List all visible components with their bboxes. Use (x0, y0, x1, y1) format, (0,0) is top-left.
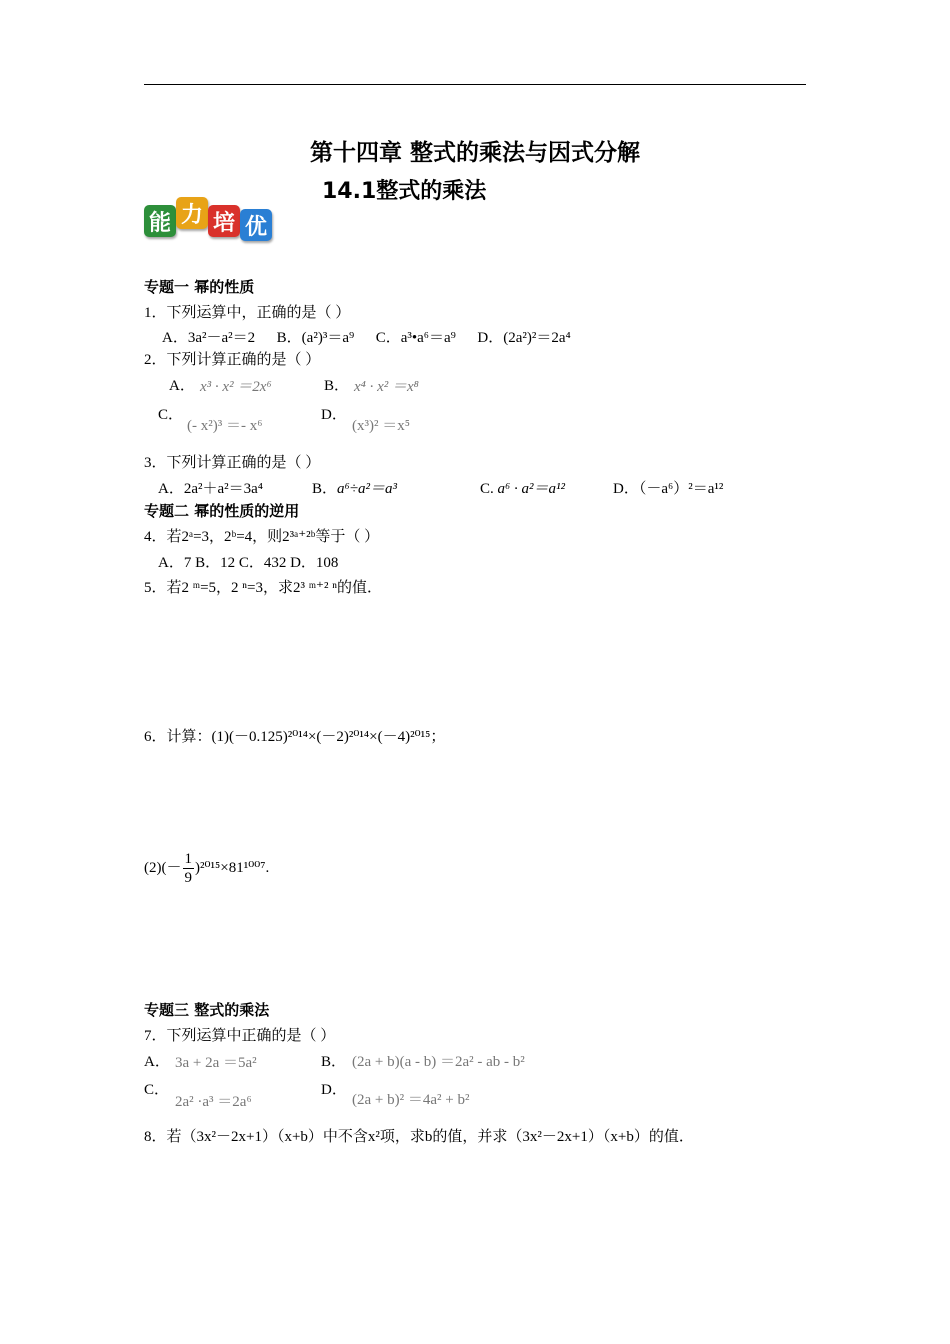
q1-b-expr: (a²)³＝a⁹ (301, 330, 355, 346)
q3-d (613, 477, 723, 498)
logo-tile-3: 培 (208, 205, 240, 237)
logo-tile-1: 能 (144, 205, 176, 237)
q1-c-expr: a³•a⁶＝a⁹ (400, 330, 456, 346)
q8-stem: 8．若（3x²－2x+1）（x+b）中不含x²项，求b的值，并求（3x²－2x+1）（x+b）的值． (144, 1129, 694, 1145)
q3-c-expr: a⁶ · a²＝a¹² (497, 481, 565, 497)
q2-a-expr: x³ · x² ＝2x⁶ (200, 379, 272, 395)
q3-c-label: C. (480, 481, 494, 497)
q7-b-label: B． (321, 1054, 347, 1070)
q3-a-expr: 2a²＋a²＝3a⁴ (183, 481, 264, 497)
q3-a (158, 477, 263, 498)
q6-part2 (144, 850, 269, 887)
q2-a-label: A． (169, 378, 195, 394)
header-rule (144, 84, 806, 85)
topic-1-heading: 专题一 幂的性质 (144, 278, 255, 296)
q1-a-expr: 3a²－a²＝2 (187, 330, 256, 346)
q1-c-label: C． (375, 330, 401, 346)
q7-d-expr: (2a + b)² ＝4a² + b² (352, 1092, 470, 1108)
q3-b (312, 477, 397, 498)
q2-c-expr: (- x²)³ ＝- x⁶ (187, 418, 263, 434)
q3-d-label: D． (613, 481, 639, 497)
q1-stem: 1．下列运算中，正确的是（ ） (144, 305, 351, 321)
q7-b-expr: (2a + b)(a - b) ＝2a² - ab - b² (352, 1054, 525, 1070)
q3-a-label: A． (158, 481, 184, 497)
q2-stem: 2．下列计算正确的是（ ） (144, 352, 321, 368)
q1-options (162, 326, 571, 347)
q3-c (480, 477, 565, 498)
q1-d-expr: (2a²)²＝2a⁴ (503, 330, 571, 346)
q2-d-label: D． (321, 407, 347, 423)
topic-2-heading: 专题二 幂的性质的逆用 (144, 502, 300, 520)
q7-c-expr: 2a² ·a³ ＝2a⁶ (175, 1094, 252, 1110)
q7-c-label: C． (144, 1082, 170, 1098)
q1-d-label: D． (477, 330, 504, 346)
q6-part2-prefix: (2)(－ (144, 859, 182, 876)
q6-fraction-numerator: 1 (184, 851, 192, 867)
q3-d-expr: （－a⁶）²＝a¹² (638, 481, 724, 497)
q7-stem: 7．下列运算中正确的是（ ） (144, 1028, 336, 1044)
q7-a-label: A． (144, 1054, 170, 1070)
q3-b-label: B． (312, 481, 338, 497)
q3-stem: 3．下列计算正确的是（ ） (144, 455, 321, 471)
chapter-title: 第十四章 整式的乘法与因式分解 (309, 140, 640, 166)
topic-3-heading: 专题三 整式的乘法 (144, 1001, 270, 1019)
q4-options: A．7 B．12 C．432 D．108 (158, 555, 339, 571)
q3-b-expr: a⁶÷a²＝a³ (337, 481, 397, 497)
section-title: 14.1整式的乘法 (322, 179, 487, 204)
q1-b-label: B． (276, 330, 302, 346)
q1-a-label: A． (162, 330, 188, 346)
q4-stem: 4．若2ᵃ=3，2ᵇ=4，则2³ᵃ⁺²ᵇ等于（ ） (144, 529, 380, 545)
q7-a-expr: 3a + 2a ＝5a² (175, 1055, 257, 1071)
q6-fraction (183, 850, 195, 887)
q2-d-expr: (x³)² ＝x⁵ (352, 418, 410, 434)
q2-b-expr: x⁴ · x² ＝x⁸ (354, 379, 419, 395)
q6-stem: 6．计算：(1)(－0.125)²⁰¹⁴×(－2)²⁰¹⁴×(－4)²⁰¹⁵； (144, 729, 446, 745)
q2-b-label: B． (324, 378, 350, 394)
q6-fraction-denominator: 9 (184, 870, 192, 886)
q6-part2-suffix: )²⁰¹⁵×81¹⁰⁰⁷. (195, 859, 270, 876)
q5-stem: 5．若2 ᵐ=5，2 ⁿ=3，求2³ ᵐ⁺² ⁿ的值． (144, 580, 382, 596)
q2-c-label: C． (158, 407, 184, 423)
q7-d-label: D． (321, 1082, 347, 1098)
logo-tile-2: 力 (176, 197, 208, 229)
logo-tile-4: 优 (240, 209, 272, 241)
